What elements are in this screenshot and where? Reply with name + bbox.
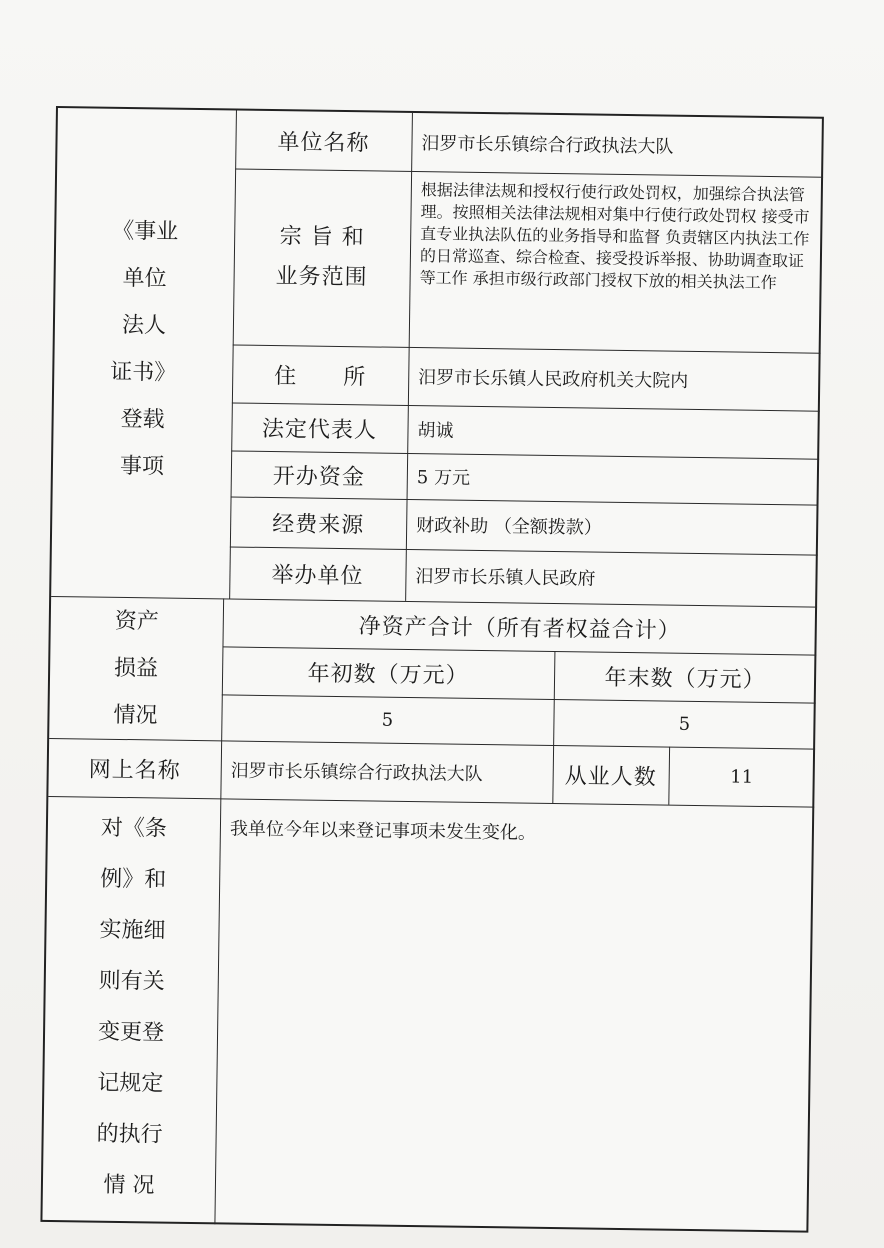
scope-label-line-2: 业务范围 <box>275 264 368 291</box>
year-end-value: 5 <box>678 713 691 735</box>
staff-count-label: 从业人数 <box>564 763 657 790</box>
address-label: 住 所 <box>274 363 367 390</box>
compliance-label-line-2: 例》和 <box>100 866 167 893</box>
compliance-label-line-4: 则有关 <box>98 968 165 995</box>
staff-count-value: 11 <box>730 765 754 788</box>
year-start-header: 年初数（万元） <box>307 661 469 689</box>
registration-label-line-2: 单位 <box>122 265 167 292</box>
address-value: 汨罗市长乐镇人民政府机关大院内 <box>418 367 689 392</box>
unit-name-label: 单位名称 <box>277 129 370 156</box>
funding-source-value: 财政补助 （全额拨款） <box>416 515 603 539</box>
scope-label-line-1: 宗 旨 和 <box>279 224 365 251</box>
online-name-label: 网上名称 <box>88 757 181 784</box>
year-end-header: 年末数（万元） <box>604 665 766 693</box>
registration-label-line-3: 法人 <box>121 312 167 339</box>
compliance-label-line-3: 实施细 <box>99 917 166 944</box>
assets-label-line-3: 情况 <box>113 702 158 728</box>
compliance-label-line-7: 的执行 <box>96 1121 163 1148</box>
compliance-label-line-1: 对《条 <box>100 815 168 842</box>
registration-label-line-1: 《事业 <box>112 218 179 245</box>
year-start-value: 5 <box>381 709 394 731</box>
sponsor-value: 汨罗市长乐镇人民政府 <box>415 566 596 590</box>
assets-label-line-2: 损益 <box>113 655 159 681</box>
assets-label-line-1: 资产 <box>114 608 159 634</box>
registration-label-line-4: 证书》 <box>110 359 177 386</box>
registration-form-table <box>40 106 824 1233</box>
compliance-label-line-6: 记规定 <box>97 1070 164 1097</box>
capital-label: 开办资金 <box>272 463 366 490</box>
sponsor-label: 举办单位 <box>271 562 364 589</box>
funding-source-label: 经费来源 <box>271 511 365 538</box>
unit-name-value: 汨罗市长乐镇综合行政执法大队 <box>421 133 674 158</box>
legal-representative-label: 法定代表人 <box>261 416 378 444</box>
legal-representative-value: 胡诚 <box>417 420 454 442</box>
compliance-value: 我单位今年以来登记事项未发生变化。 <box>229 818 537 844</box>
assets-section-label <box>49 596 223 740</box>
registration-section-label <box>53 198 235 500</box>
compliance-section-label <box>42 796 220 1224</box>
registration-label-line-5: 登载 <box>120 406 165 433</box>
compliance-label-line-5: 变更登 <box>97 1019 165 1046</box>
net-assets-header: 净资产合计（所有者权益合计） <box>358 613 681 644</box>
compliance-label-line-8: 情 况 <box>103 1172 155 1199</box>
scope-label <box>233 169 411 347</box>
scope-value: 根据法律法规和授权行使行政处罚权，加强综合执法管理。按照相关法律法规相对集中行使行政处罚权 接受市直专业执法队伍的业务指导和监督 负责辖区内执法工作的日常巡查、综合检查、接受投诉举报、协助调查取证等工作 承担市级行政部门授权下放的相关执法工作 <box>419 180 810 293</box>
capital-value: 5 万元 <box>416 467 471 489</box>
online-name-value: 汨罗市长乐镇综合行政执法大队 <box>230 760 483 786</box>
registration-label-line-6: 事项 <box>119 453 165 480</box>
